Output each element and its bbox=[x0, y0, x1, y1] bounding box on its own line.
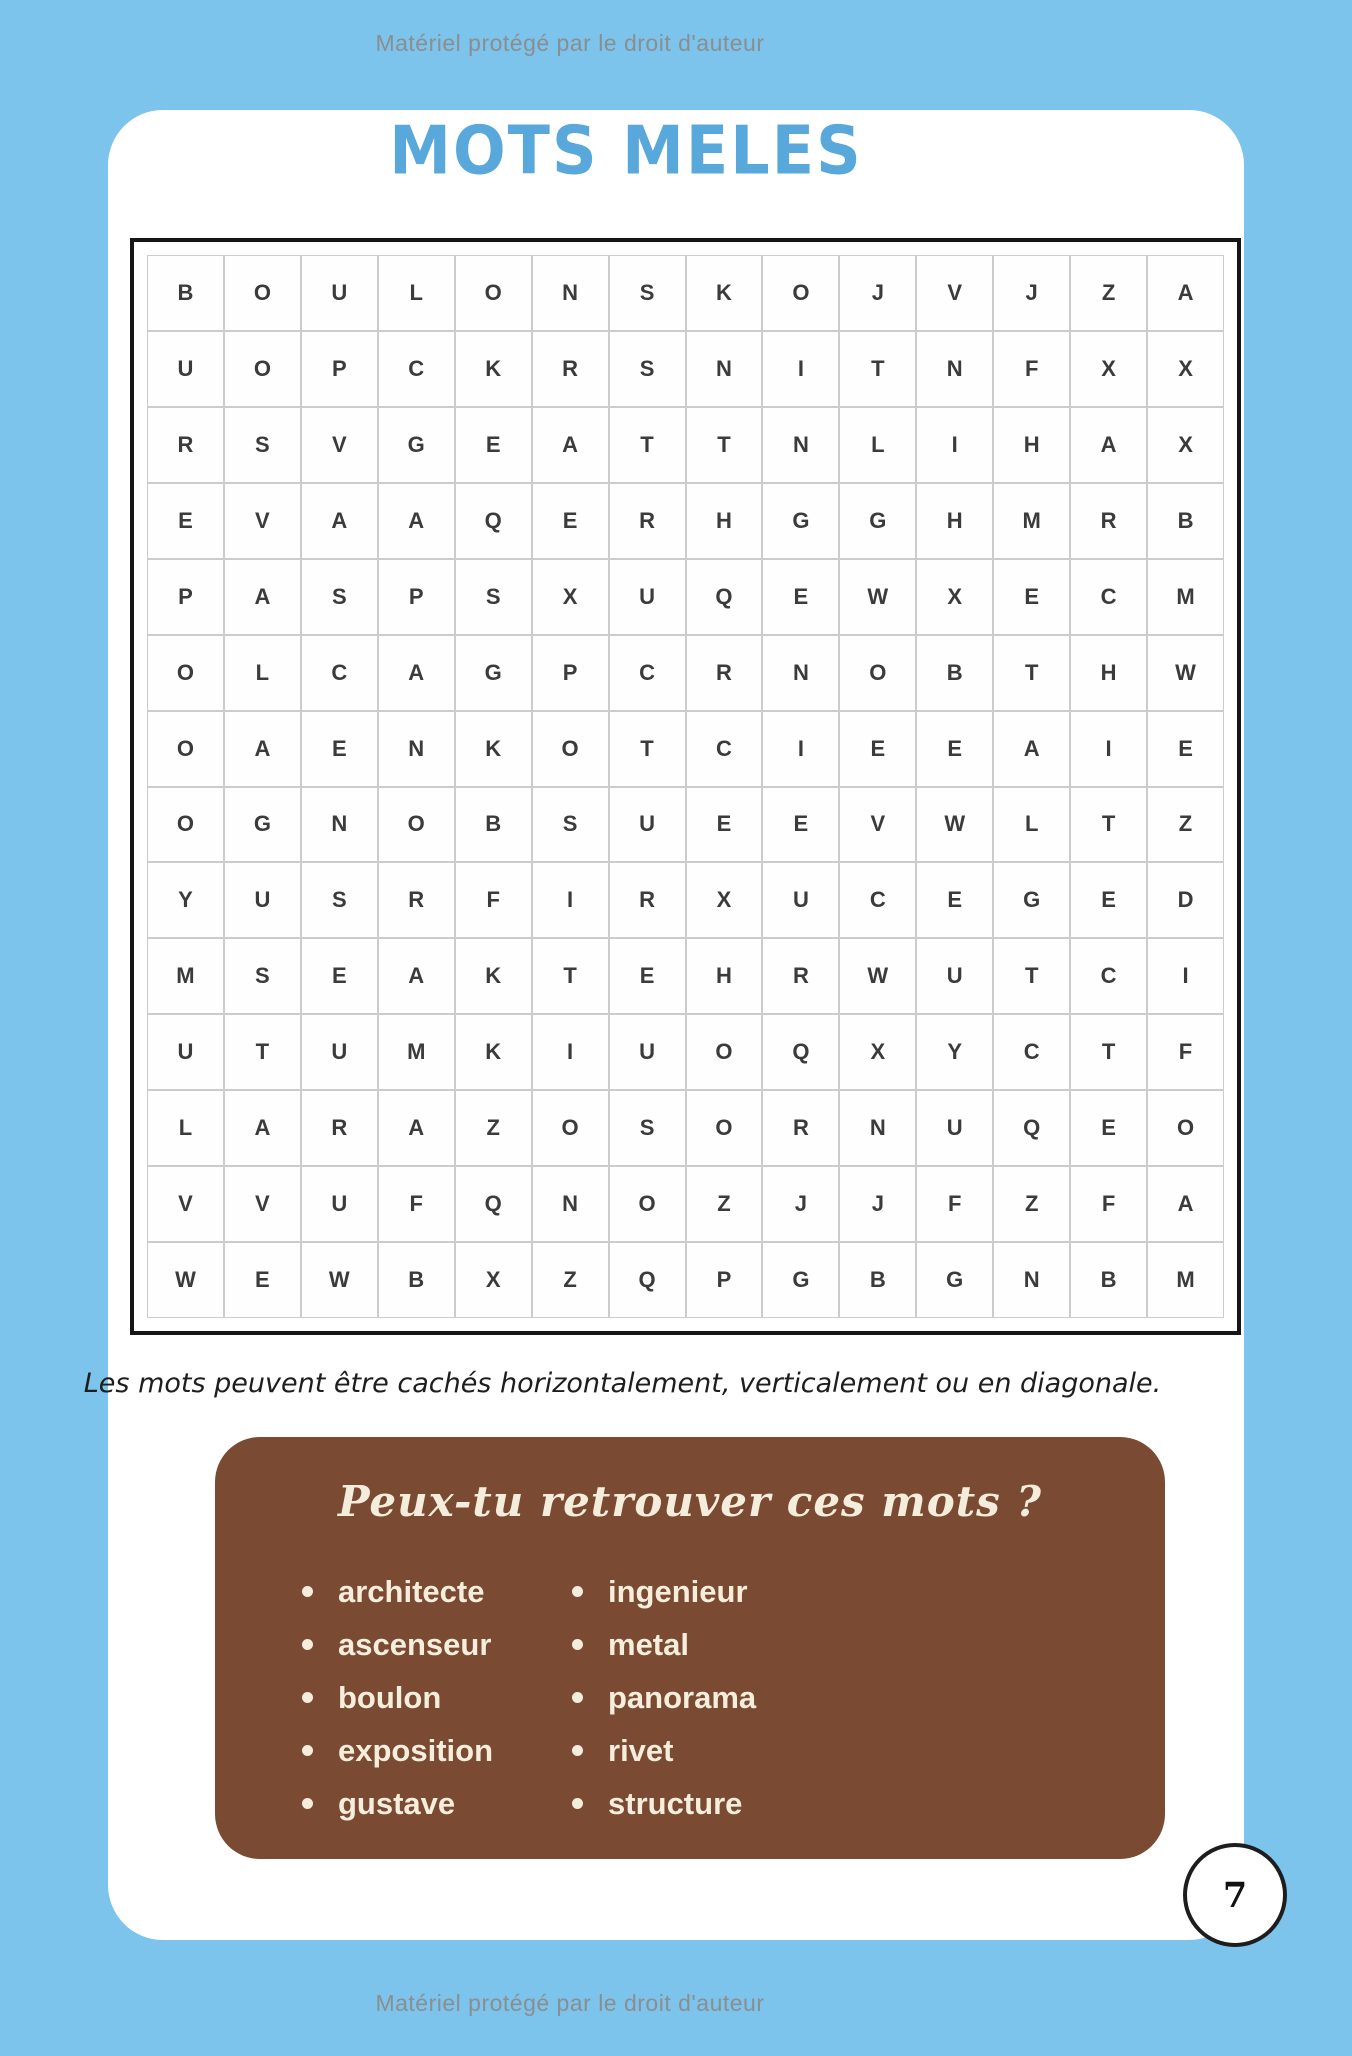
grid-cell: K bbox=[455, 938, 532, 1014]
grid-cell: R bbox=[609, 862, 686, 938]
word-label: panorama bbox=[608, 1679, 757, 1715]
grid-cell: C bbox=[609, 635, 686, 711]
grid-cell: R bbox=[1070, 483, 1147, 559]
grid-cell: O bbox=[224, 255, 301, 331]
grid-cell: O bbox=[455, 255, 532, 331]
grid-cell: I bbox=[532, 862, 609, 938]
grid-cell: U bbox=[609, 559, 686, 635]
grid-cell: K bbox=[455, 711, 532, 787]
word-list-right bbox=[572, 1565, 756, 1830]
grid-cell: A bbox=[224, 559, 301, 635]
grid-cell: V bbox=[224, 1166, 301, 1242]
grid-cell: S bbox=[224, 938, 301, 1014]
word-item bbox=[302, 1724, 572, 1777]
words-wrap bbox=[302, 1565, 756, 1830]
bullet-icon bbox=[302, 1639, 313, 1650]
grid-cell: C bbox=[839, 862, 916, 938]
grid-cell: X bbox=[532, 559, 609, 635]
grid-cell: O bbox=[839, 635, 916, 711]
grid-cell: H bbox=[686, 938, 763, 1014]
grid-cell: J bbox=[839, 1166, 916, 1242]
grid-cell: T bbox=[1070, 1014, 1147, 1090]
page-title: MOTS MELES bbox=[389, 111, 863, 190]
grid-cell: M bbox=[378, 1014, 455, 1090]
grid-cell: Z bbox=[1147, 787, 1224, 863]
grid-cell: U bbox=[224, 862, 301, 938]
grid-cell: G bbox=[224, 787, 301, 863]
grid-cell: Q bbox=[455, 483, 532, 559]
grid-cell: Z bbox=[1070, 255, 1147, 331]
grid-cell: J bbox=[839, 255, 916, 331]
grid-cell: C bbox=[686, 711, 763, 787]
bullet-icon bbox=[572, 1692, 583, 1703]
grid-cell: W bbox=[839, 938, 916, 1014]
grid-cell: U bbox=[916, 1090, 993, 1166]
grid-cell: N bbox=[532, 1166, 609, 1242]
grid-cell: W bbox=[147, 1242, 224, 1318]
grid-cell: O bbox=[532, 711, 609, 787]
grid-cell: V bbox=[147, 1166, 224, 1242]
grid-cell: R bbox=[686, 635, 763, 711]
grid-cell: B bbox=[147, 255, 224, 331]
grid-cell: L bbox=[147, 1090, 224, 1166]
grid-cell: E bbox=[455, 407, 532, 483]
bullet-icon bbox=[302, 1745, 313, 1756]
grid-cell: B bbox=[1147, 483, 1224, 559]
grid-cell: E bbox=[916, 862, 993, 938]
grid-cell: I bbox=[762, 711, 839, 787]
word-item bbox=[572, 1777, 756, 1830]
grid-cell: V bbox=[301, 407, 378, 483]
grid-cell: J bbox=[993, 255, 1070, 331]
grid-cell: G bbox=[455, 635, 532, 711]
grid-cell: N bbox=[916, 331, 993, 407]
grid-cell: X bbox=[1147, 407, 1224, 483]
grid-cell: A bbox=[378, 483, 455, 559]
grid-cell: Q bbox=[455, 1166, 532, 1242]
bullet-icon bbox=[572, 1745, 583, 1756]
grid-cell: S bbox=[301, 559, 378, 635]
grid-cell: G bbox=[762, 1242, 839, 1318]
grid-cell: P bbox=[378, 559, 455, 635]
grid-cell: G bbox=[378, 407, 455, 483]
grid-cell: W bbox=[839, 559, 916, 635]
grid-cell: O bbox=[1147, 1090, 1224, 1166]
grid-cell: Z bbox=[993, 1166, 1070, 1242]
word-label: gustave bbox=[338, 1785, 456, 1821]
grid-cell: O bbox=[147, 635, 224, 711]
bullet-icon bbox=[572, 1639, 583, 1650]
word-item bbox=[302, 1565, 572, 1618]
grid-cell: C bbox=[378, 331, 455, 407]
grid-cell: N bbox=[301, 787, 378, 863]
bullet-icon bbox=[572, 1586, 583, 1597]
grid-cell: T bbox=[609, 711, 686, 787]
grid-cell: E bbox=[301, 711, 378, 787]
grid-cell: N bbox=[762, 635, 839, 711]
grid-cell: B bbox=[1070, 1242, 1147, 1318]
grid-cell: O bbox=[609, 1166, 686, 1242]
copyright-notice-top: Matériel protégé par le droit d'auteur bbox=[375, 30, 765, 56]
grid-cell: F bbox=[455, 862, 532, 938]
grid-cell: E bbox=[532, 483, 609, 559]
word-box-heading: Peux-tu retrouver ces mots ? bbox=[337, 1477, 1043, 1526]
grid-cell: X bbox=[916, 559, 993, 635]
grid-cell: Z bbox=[686, 1166, 763, 1242]
grid-cell: I bbox=[916, 407, 993, 483]
grid-cell: A bbox=[1147, 255, 1224, 331]
word-label: metal bbox=[608, 1626, 689, 1662]
grid-cell: L bbox=[378, 255, 455, 331]
grid-cell: P bbox=[532, 635, 609, 711]
grid-cell: X bbox=[1070, 331, 1147, 407]
grid-cell: L bbox=[993, 787, 1070, 863]
grid-cell: R bbox=[378, 862, 455, 938]
bullet-icon bbox=[302, 1586, 313, 1597]
grid-cell: I bbox=[1147, 938, 1224, 1014]
grid-cell: J bbox=[762, 1166, 839, 1242]
word-list-left bbox=[302, 1565, 572, 1830]
copyright-notice-bottom: Matériel protégé par le droit d'auteur bbox=[375, 1990, 765, 2016]
grid-cell: F bbox=[993, 331, 1070, 407]
grid-cell: M bbox=[147, 938, 224, 1014]
grid-cell: N bbox=[378, 711, 455, 787]
word-label: boulon bbox=[338, 1679, 442, 1715]
grid-cell: Z bbox=[532, 1242, 609, 1318]
grid-cell: N bbox=[762, 407, 839, 483]
grid-cell: U bbox=[916, 938, 993, 1014]
grid-cell: D bbox=[1147, 862, 1224, 938]
grid-cell: R bbox=[532, 331, 609, 407]
grid-cell: H bbox=[1070, 635, 1147, 711]
grid-cell: E bbox=[1070, 862, 1147, 938]
grid-cell: U bbox=[301, 255, 378, 331]
grid-cell: A bbox=[378, 1090, 455, 1166]
grid-cell: N bbox=[532, 255, 609, 331]
grid-cell: U bbox=[147, 1014, 224, 1090]
grid-cell: E bbox=[301, 938, 378, 1014]
word-label: rivet bbox=[608, 1732, 674, 1768]
grid-cell: B bbox=[916, 635, 993, 711]
grid-cell: S bbox=[609, 255, 686, 331]
grid-cell: A bbox=[1070, 407, 1147, 483]
grid-cell: E bbox=[839, 711, 916, 787]
grid-cell: E bbox=[762, 787, 839, 863]
grid-cell: F bbox=[1070, 1166, 1147, 1242]
word-grid-frame bbox=[130, 238, 1241, 1335]
grid-cell: M bbox=[1147, 1242, 1224, 1318]
word-label: ascenseur bbox=[338, 1626, 492, 1662]
grid-cell: G bbox=[916, 1242, 993, 1318]
word-item bbox=[572, 1618, 756, 1671]
grid-cell: S bbox=[609, 1090, 686, 1166]
grid-cell: A bbox=[301, 483, 378, 559]
grid-cell: O bbox=[532, 1090, 609, 1166]
word-label: ingenieur bbox=[608, 1573, 748, 1609]
grid-cell: H bbox=[993, 407, 1070, 483]
grid-cell: X bbox=[455, 1242, 532, 1318]
grid-cell: K bbox=[686, 255, 763, 331]
grid-cell: C bbox=[1070, 938, 1147, 1014]
grid-cell: T bbox=[839, 331, 916, 407]
grid-cell: A bbox=[532, 407, 609, 483]
grid-cell: B bbox=[455, 787, 532, 863]
grid-cell: S bbox=[455, 559, 532, 635]
grid-cell: E bbox=[993, 559, 1070, 635]
grid-cell: G bbox=[839, 483, 916, 559]
grid-cell: S bbox=[532, 787, 609, 863]
grid-cell: Z bbox=[455, 1090, 532, 1166]
grid-cell: N bbox=[993, 1242, 1070, 1318]
grid-cell: T bbox=[224, 1014, 301, 1090]
grid-cell: R bbox=[762, 938, 839, 1014]
grid-cell: I bbox=[762, 331, 839, 407]
grid-cell: C bbox=[301, 635, 378, 711]
grid-cell: K bbox=[455, 331, 532, 407]
grid-cell: N bbox=[839, 1090, 916, 1166]
grid-cell: R bbox=[147, 407, 224, 483]
grid-cell: O bbox=[378, 787, 455, 863]
grid-cell: Q bbox=[762, 1014, 839, 1090]
grid-cell: E bbox=[916, 711, 993, 787]
grid-cell: E bbox=[609, 938, 686, 1014]
grid-cell: T bbox=[609, 407, 686, 483]
grid-cell: G bbox=[993, 862, 1070, 938]
word-grid bbox=[147, 255, 1224, 1318]
grid-cell: A bbox=[378, 635, 455, 711]
grid-cell: M bbox=[993, 483, 1070, 559]
grid-cell: E bbox=[762, 559, 839, 635]
grid-cell: T bbox=[686, 407, 763, 483]
word-item bbox=[572, 1565, 756, 1618]
grid-cell: A bbox=[224, 1090, 301, 1166]
grid-cell: O bbox=[762, 255, 839, 331]
grid-cell: B bbox=[378, 1242, 455, 1318]
grid-cell: P bbox=[301, 331, 378, 407]
grid-cell: E bbox=[224, 1242, 301, 1318]
grid-cell: Q bbox=[993, 1090, 1070, 1166]
grid-cell: O bbox=[147, 787, 224, 863]
grid-cell: Y bbox=[147, 862, 224, 938]
grid-cell: A bbox=[1147, 1166, 1224, 1242]
word-item bbox=[572, 1671, 756, 1724]
grid-cell: X bbox=[1147, 331, 1224, 407]
grid-cell: L bbox=[224, 635, 301, 711]
grid-cell: A bbox=[224, 711, 301, 787]
grid-cell: M bbox=[1147, 559, 1224, 635]
grid-cell: W bbox=[1147, 635, 1224, 711]
grid-cell: S bbox=[609, 331, 686, 407]
grid-cell: E bbox=[147, 483, 224, 559]
bullet-icon bbox=[302, 1692, 313, 1703]
word-item bbox=[572, 1724, 756, 1777]
grid-cell: V bbox=[839, 787, 916, 863]
grid-cell: G bbox=[762, 483, 839, 559]
grid-cell: X bbox=[839, 1014, 916, 1090]
instruction-text: Les mots peuvent être cachés horizontalement, verticalement ou en diagonale. bbox=[83, 1368, 1162, 1399]
word-item bbox=[302, 1618, 572, 1671]
grid-cell: S bbox=[224, 407, 301, 483]
grid-cell: H bbox=[916, 483, 993, 559]
word-label: exposition bbox=[338, 1732, 494, 1768]
grid-cell: T bbox=[993, 938, 1070, 1014]
grid-cell: T bbox=[993, 635, 1070, 711]
grid-cell: I bbox=[532, 1014, 609, 1090]
bullet-icon bbox=[302, 1798, 313, 1809]
grid-cell: I bbox=[1070, 711, 1147, 787]
grid-cell: Q bbox=[609, 1242, 686, 1318]
grid-cell: C bbox=[1070, 559, 1147, 635]
grid-cell: Q bbox=[686, 559, 763, 635]
grid-cell: O bbox=[224, 331, 301, 407]
grid-cell: K bbox=[455, 1014, 532, 1090]
word-item bbox=[302, 1671, 572, 1724]
grid-cell: U bbox=[609, 787, 686, 863]
grid-cell: S bbox=[301, 862, 378, 938]
grid-cell: U bbox=[301, 1014, 378, 1090]
grid-cell: F bbox=[378, 1166, 455, 1242]
grid-cell: X bbox=[686, 862, 763, 938]
grid-cell: O bbox=[686, 1090, 763, 1166]
grid-cell: A bbox=[378, 938, 455, 1014]
grid-cell: T bbox=[532, 938, 609, 1014]
grid-cell: W bbox=[301, 1242, 378, 1318]
grid-cell: N bbox=[686, 331, 763, 407]
grid-cell: U bbox=[609, 1014, 686, 1090]
grid-cell: R bbox=[301, 1090, 378, 1166]
word-item bbox=[302, 1777, 572, 1830]
grid-cell: Y bbox=[916, 1014, 993, 1090]
grid-cell: O bbox=[147, 711, 224, 787]
grid-cell: E bbox=[1070, 1090, 1147, 1166]
grid-cell: U bbox=[762, 862, 839, 938]
grid-cell: U bbox=[301, 1166, 378, 1242]
grid-cell: V bbox=[224, 483, 301, 559]
grid-cell: E bbox=[1147, 711, 1224, 787]
grid-cell: U bbox=[147, 331, 224, 407]
grid-cell: T bbox=[1070, 787, 1147, 863]
grid-cell: O bbox=[686, 1014, 763, 1090]
grid-cell: R bbox=[609, 483, 686, 559]
grid-cell: W bbox=[916, 787, 993, 863]
grid-cell: R bbox=[762, 1090, 839, 1166]
grid-cell: V bbox=[916, 255, 993, 331]
word-label: architecte bbox=[338, 1573, 485, 1609]
grid-cell: E bbox=[686, 787, 763, 863]
grid-cell: B bbox=[839, 1242, 916, 1318]
grid-cell: P bbox=[686, 1242, 763, 1318]
word-label: structure bbox=[608, 1785, 743, 1821]
grid-cell: A bbox=[993, 711, 1070, 787]
grid-cell: C bbox=[993, 1014, 1070, 1090]
grid-cell: P bbox=[147, 559, 224, 635]
grid-cell: F bbox=[916, 1166, 993, 1242]
page-number-badge: 7 bbox=[1183, 1843, 1287, 1947]
word-list-box bbox=[215, 1437, 1165, 1859]
grid-cell: F bbox=[1147, 1014, 1224, 1090]
grid-cell: L bbox=[839, 407, 916, 483]
bullet-icon bbox=[572, 1798, 583, 1809]
grid-cell: H bbox=[686, 483, 763, 559]
